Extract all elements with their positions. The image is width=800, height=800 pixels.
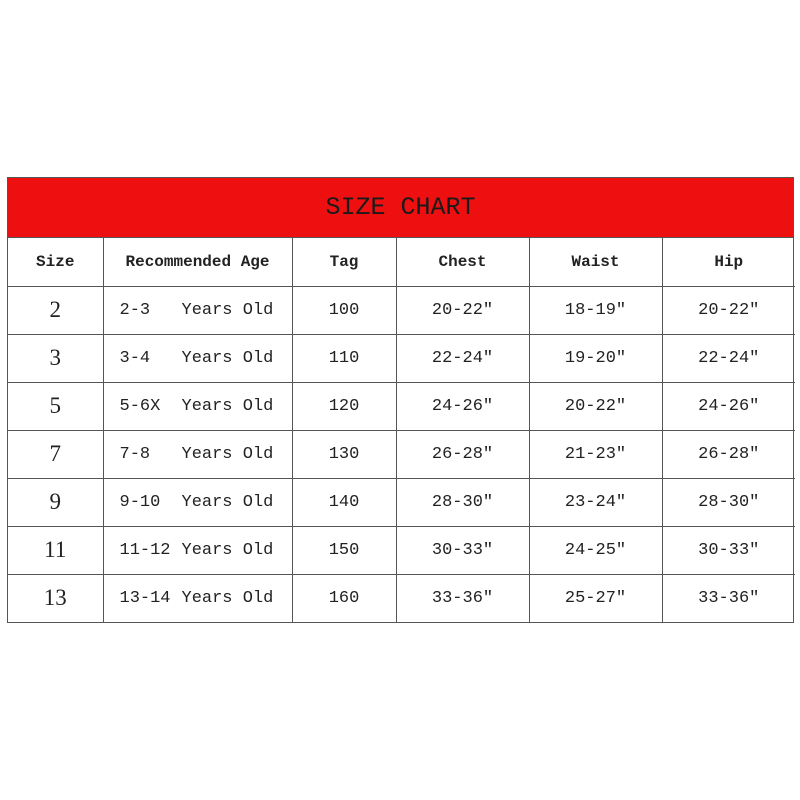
title-bar (8, 178, 793, 238)
age-suffix: Years Old (181, 540, 274, 560)
age-cell (103, 286, 292, 334)
age-cell (103, 334, 292, 382)
chest-cell: 24-26″ (396, 382, 529, 430)
age-cell (103, 526, 292, 574)
age-suffix: Years Old (181, 396, 274, 416)
table-row (8, 382, 795, 430)
tag-cell: 140 (292, 478, 396, 526)
hip-cell: 20-22″ (662, 286, 795, 334)
age-suffix: Years Old (181, 444, 274, 464)
size-cell: 7 (8, 430, 103, 478)
tag-cell: 100 (292, 286, 396, 334)
header-tag: Tag (292, 238, 396, 286)
age-suffix: Years Old (181, 348, 274, 368)
header-size: Size (8, 238, 103, 286)
hip-cell: 22-24″ (662, 334, 795, 382)
chest-cell: 22-24″ (396, 334, 529, 382)
size-cell: 3 (8, 334, 103, 382)
age-cell (103, 430, 292, 478)
chart-title: SIZE CHART (325, 193, 476, 222)
waist-cell: 18-19″ (529, 286, 662, 334)
age-range: 5-6X (119, 396, 161, 416)
table-body (8, 286, 795, 622)
age-range: 13-14 (119, 588, 171, 608)
header-recommended-age: Recommended Age (103, 238, 292, 286)
table-row (8, 574, 795, 622)
waist-cell: 24-25″ (529, 526, 662, 574)
header-hip: Hip (662, 238, 795, 286)
hip-cell: 33-36″ (662, 574, 795, 622)
size-cell: 2 (8, 286, 103, 334)
waist-cell: 21-23″ (529, 430, 662, 478)
chest-cell: 26-28″ (396, 430, 529, 478)
table-row (8, 430, 795, 478)
table-row (8, 334, 795, 382)
chest-cell: 20-22″ (396, 286, 529, 334)
waist-cell: 23-24″ (529, 478, 662, 526)
age-suffix: Years Old (181, 492, 274, 512)
hip-cell: 24-26″ (662, 382, 795, 430)
hip-cell: 26-28″ (662, 430, 795, 478)
header-chest: Chest (396, 238, 529, 286)
size-cell: 9 (8, 478, 103, 526)
size-cell: 5 (8, 382, 103, 430)
table-row (8, 478, 795, 526)
chest-cell: 33-36″ (396, 574, 529, 622)
hip-cell: 30-33″ (662, 526, 795, 574)
age-range: 7-8 (119, 444, 151, 464)
size-cell: 13 (8, 574, 103, 622)
hip-cell: 28-30″ (662, 478, 795, 526)
tag-cell: 160 (292, 574, 396, 622)
chest-cell: 28-30″ (396, 478, 529, 526)
table-row (8, 526, 795, 574)
waist-cell: 20-22″ (529, 382, 662, 430)
age-cell (103, 478, 292, 526)
tag-cell: 130 (292, 430, 396, 478)
waist-cell: 25-27″ (529, 574, 662, 622)
age-range: 3-4 (119, 348, 151, 368)
tag-cell: 150 (292, 526, 396, 574)
size-table (8, 238, 795, 622)
tag-cell: 120 (292, 382, 396, 430)
tag-cell: 110 (292, 334, 396, 382)
table-row (8, 286, 795, 334)
age-range: 11-12 (119, 540, 171, 560)
header-waist: Waist (529, 238, 662, 286)
age-cell (103, 382, 292, 430)
size-cell: 11 (8, 526, 103, 574)
age-suffix: Years Old (181, 588, 274, 608)
size-chart (7, 177, 794, 623)
age-range: 9-10 (119, 492, 161, 512)
header-row (8, 238, 795, 286)
chest-cell: 30-33″ (396, 526, 529, 574)
age-cell (103, 574, 292, 622)
age-range: 2-3 (119, 300, 151, 320)
waist-cell: 19-20″ (529, 334, 662, 382)
age-suffix: Years Old (181, 300, 274, 320)
